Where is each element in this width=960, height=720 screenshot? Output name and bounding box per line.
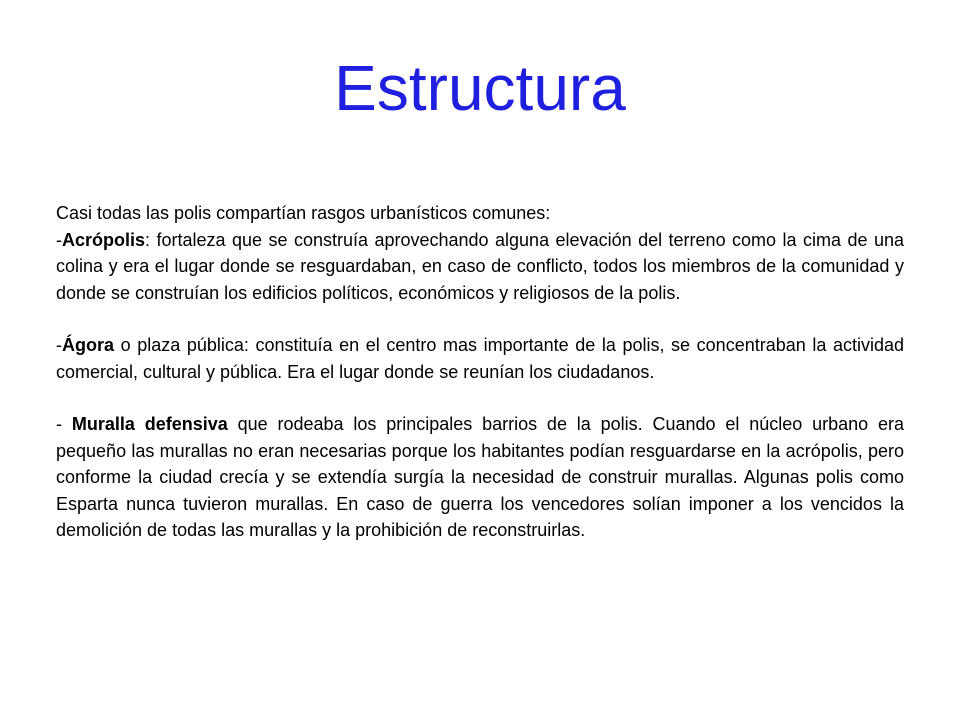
section-term-agora: Ágora (62, 335, 115, 355)
section-prefix: - (56, 229, 62, 250)
section-text-acropolis: : fortaleza que se construía aprovechando alguna elevación del terreno como la cima de una colina y era el lugar donde se resguardaban, en caso de conflicto, todos los miembros de la comunidad y donde se construían los edificios políticos, económicos y religiosos de la polis. (56, 229, 904, 303)
intro-paragraph (56, 200, 904, 227)
page-title: Estructura (334, 52, 626, 124)
section-text-agora: o plaza pública: constituía en el centro mas importante de la polis, se concentraban la actividad comercial, cultural y pública. Era el lugar donde se reunían los ciudadanos. (56, 335, 904, 382)
slide-body (56, 200, 904, 544)
section-acropolis (56, 227, 904, 307)
section-term-muralla: Muralla defensiva (71, 414, 228, 434)
section-muralla (56, 411, 904, 544)
section-prefix: - (56, 414, 72, 434)
section-agora (56, 332, 904, 385)
section-prefix: - (56, 335, 62, 355)
intro-text: Casi todas las polis compartían rasgos urbanísticos comunes: (56, 203, 551, 223)
section-text-muralla: que rodeaba los principales barrios de la polis. Cuando el núcleo urbano era pequeño las murallas no eran necesarias porque los habitantes podían resguardarse en la acrópolis, pero conforme la ciudad crecía y se extendía surgía la necesidad de construir murallas. Algunas polis como Esparta nunca tuvieron murallas. En caso de guerra los vencedores solían imponer a los vencidos la demolición de todas las murallas y la prohibición de reconstruirlas. (56, 414, 905, 540)
section-term-acropolis: Acrópolis (62, 229, 146, 250)
